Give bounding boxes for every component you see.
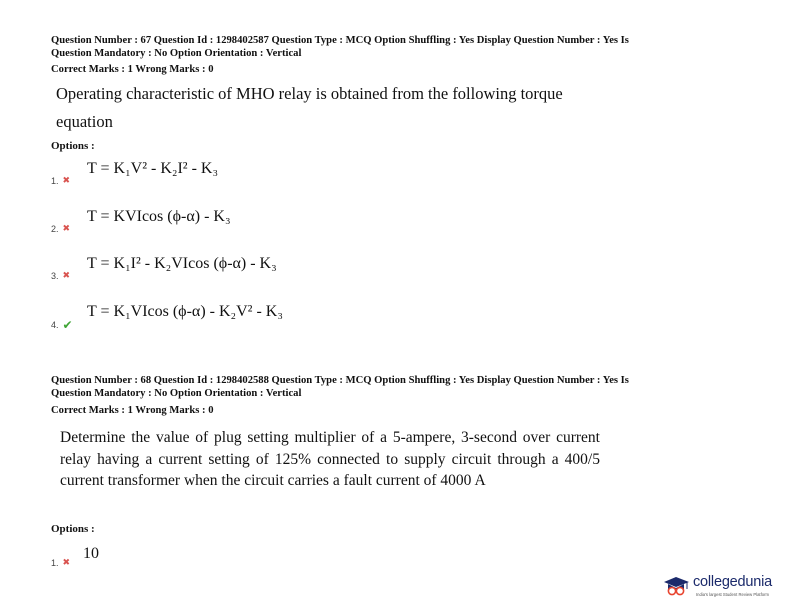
- correct-check-icon: ✔: [62, 318, 73, 332]
- q67-option-2-formula: T = KVIcos (ϕ-α) - K₃: [87, 208, 231, 225]
- wrong-mark-icon: ✖: [62, 557, 71, 567]
- q68-option-1: [51, 557, 70, 568]
- logo-name: collegedunia: [693, 574, 773, 590]
- q67-options-label: Options :: [51, 140, 95, 152]
- wrong-mark-icon: ✖: [62, 175, 71, 185]
- q67-option-4-formula: T = K₁VIcos (ϕ-α) - K₂V² - K₃: [87, 303, 283, 320]
- wrong-mark-icon: ✖: [62, 270, 71, 280]
- option-number: 4.: [51, 320, 59, 330]
- q67-option-1: [51, 175, 70, 186]
- q67-option-3-formula: T = K₁I² - K₂VIcos (ϕ-α) - K₃: [87, 255, 277, 272]
- option-number: 2.: [51, 223, 59, 234]
- q67-stem-line2: equation: [56, 112, 113, 131]
- q67-option-1-formula: T = K₁V² - K₂I² - K₃: [87, 160, 219, 177]
- q67-option-2: [51, 223, 70, 234]
- q67-stem-line1: Operating characteristic of MHO relay is obtained from the following torque: [56, 84, 563, 103]
- option-number: 3.: [51, 270, 59, 281]
- q67-option-4: [51, 318, 73, 332]
- graduation-cap-icon: [663, 574, 690, 598]
- q68-options-label: Options :: [51, 523, 95, 535]
- q68-meta-line1: Question Number : 68 Question Id : 1298402588 Question Type : MCQ Option Shuffling : Yes Display Question Number : Yes Is: [51, 375, 629, 386]
- q68-option-1-value: 10: [83, 545, 99, 562]
- q68-stem: Determine the value of plug setting multiplier of a 5-ampere, 3-second over current relay having a current setting of 125% connected to supply circuit through a 400/5 current transformer when the circuit carries a fault current of 4000 A: [60, 429, 600, 489]
- q67-option-3: [51, 270, 70, 281]
- wrong-mark-icon: ✖: [62, 223, 71, 233]
- q68-meta-line2: Question Mandatory : No Option Orientation : Vertical: [51, 388, 302, 399]
- collegedunia-logo: [663, 572, 788, 604]
- option-number: 1.: [51, 557, 59, 568]
- q67-marks: Correct Marks : 1 Wrong Marks : 0: [51, 64, 214, 75]
- q67-meta-line2: Question Mandatory : No Option Orientation : Vertical: [51, 48, 302, 59]
- q68-marks: Correct Marks : 1 Wrong Marks : 0: [51, 405, 214, 416]
- logo-tagline: India's largest Student Review Platform: [696, 592, 769, 597]
- q67-meta-line1: Question Number : 67 Question Id : 1298402587 Question Type : MCQ Option Shuffling : Yes Display Question Number : Yes Is: [51, 35, 629, 46]
- option-number: 1.: [51, 175, 59, 186]
